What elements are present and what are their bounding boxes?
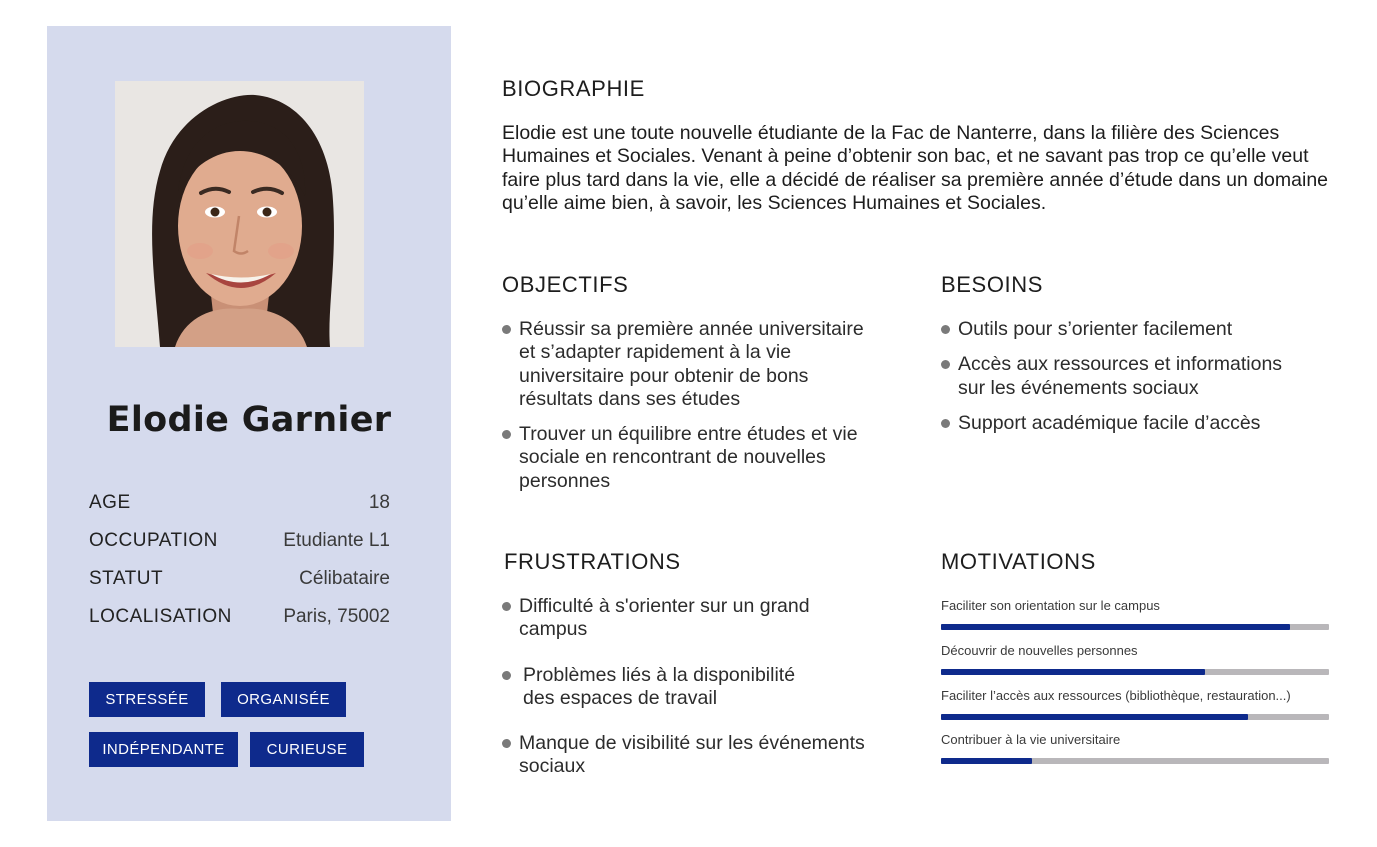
objectifs-list [502,318,874,493]
besoins-list [941,318,1301,435]
list-item: Manque de visibilité sur les événements sociaux [502,732,882,779]
motivation-bar-fill [941,669,1205,675]
besoins-title: BESOINS [941,272,1044,297]
info-row-age [89,492,390,514]
list-item: Trouver un équilibre entre études et vie sociale en rencontrant de nouvelles personnes [502,423,874,493]
info-row-localisation [89,606,390,628]
info-label: STATUT [89,568,164,589]
frustrations-list [502,595,882,779]
motivation-label: Découvrir de nouvelles personnes [941,643,1138,658]
list-item: Réussir sa première année universitaire et s’adapter rapidement à la vie universitaire pour obtenir de bons résultats dans ses études [502,318,874,411]
motivation-bar-track [941,669,1329,675]
list-item: Problèmes liés à la disponibilité des espaces de travail [502,664,812,711]
trait-tag: ORGANISÉE [221,682,346,717]
motivation-item [941,732,1329,764]
biography-text: Elodie est une toute nouvelle étudiante de la Fac de Nanterre, dans la filière des Sciences Humaines et Sociales. Venant à peine d’obtenir son bac, et ne savant pas trop ce qu’elle veut faire plus tard dans la vie, elle a décidé de réaliser sa première année d’étude dans un domaine qu’elle aime bien, à savoir, les Sciences Humaines et Sociales. [502,122,1329,214]
motivation-bar-fill [941,714,1248,720]
motivation-item [941,598,1329,630]
motivation-bar-track [941,714,1329,720]
info-label: AGE [89,492,131,513]
info-label: OCCUPATION [89,530,218,551]
info-value: Etudiante L1 [283,530,390,551]
motivations-title: MOTIVATIONS [941,549,1096,574]
info-label: LOCALISATION [89,606,232,627]
motivation-bar-fill [941,624,1290,630]
list-item: Outils pour s’orienter facilement [941,318,1301,341]
list-item: Accès aux ressources et informations sur les événements sociaux [941,353,1301,400]
motivation-item [941,643,1329,675]
motivation-bar-track [941,758,1329,764]
info-row-occupation [89,530,390,552]
frustrations-title: FRUSTRATIONS [504,549,681,574]
info-value: Paris, 75002 [283,606,390,627]
profile-photo [115,81,364,347]
info-value: 18 [368,492,390,513]
objectifs-title: OBJECTIFS [502,272,629,297]
trait-tag: INDÉPENDANTE [89,732,238,767]
motivation-bar-fill [941,758,1032,764]
motivation-item [941,688,1329,720]
motivation-label: Faciliter l’accès aux ressources (bibliothèque, restauration...) [941,688,1291,703]
info-value: Célibataire [299,568,390,589]
motivation-bar-track [941,624,1329,630]
biography-title: BIOGRAPHIE [502,76,645,101]
list-item: Support académique facile d’accès [941,412,1301,435]
info-row-statut [89,568,390,590]
motivation-label: Faciliter son orientation sur le campus [941,598,1160,613]
trait-tag: STRESSÉE [89,682,205,717]
motivation-label: Contribuer à la vie universitaire [941,732,1121,747]
list-item: Difficulté à s'orienter sur un grand campus [502,595,842,642]
profile-card [47,26,451,821]
persona-name: Elodie Garnier [106,400,392,440]
trait-tag: CURIEUSE [250,732,364,767]
